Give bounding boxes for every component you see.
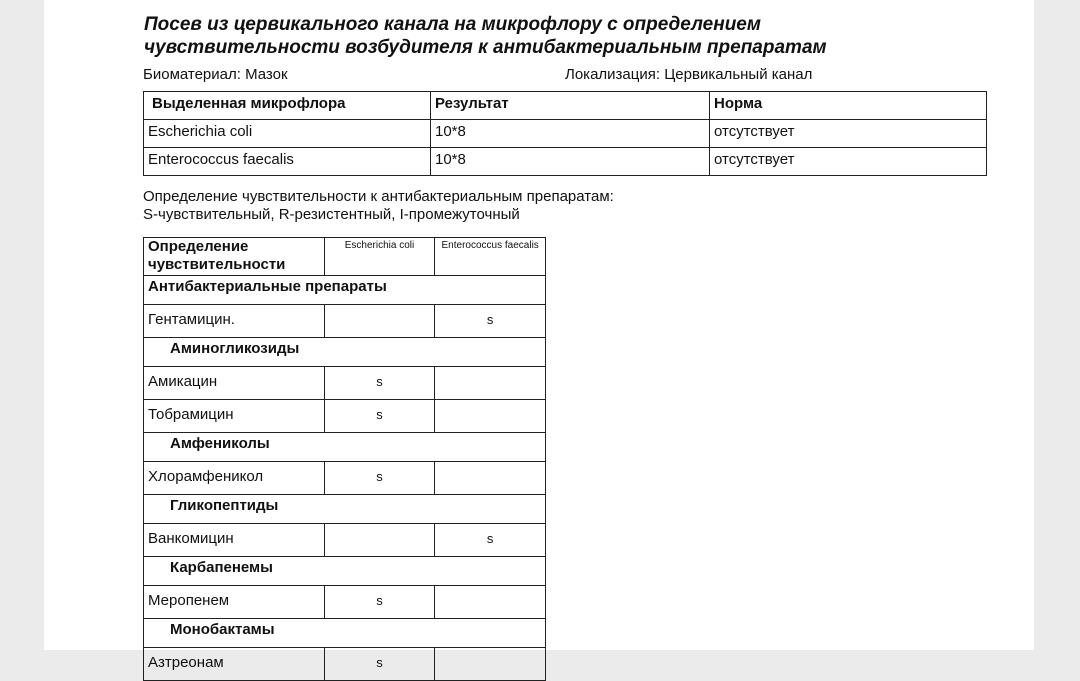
document-title <box>144 13 827 59</box>
table-row <box>144 462 546 495</box>
header-sensitivity-label: Определение чувствительности <box>144 238 325 276</box>
drug-name: Ванкомицин <box>144 524 325 557</box>
table-row <box>144 586 546 619</box>
group-row <box>144 338 546 367</box>
drug-name: Меропенем <box>144 586 325 619</box>
title-line-2: чувствительности возбудителя к антибактериальным препаратам <box>144 37 827 58</box>
ecoli-value: s <box>324 462 435 495</box>
organism-name: Enterococcus faecalis <box>144 148 431 176</box>
drug-name: Хлорамфеникол <box>144 462 325 495</box>
group-antibacterial: Антибактериальные препараты <box>144 276 546 305</box>
efaecalis-value <box>435 400 546 433</box>
group-row <box>144 619 546 648</box>
table-row <box>144 305 546 338</box>
efaecalis-value <box>435 367 546 400</box>
sensitivity-header-row <box>144 238 546 276</box>
organism-result: 10*8 <box>431 148 710 176</box>
group-glycopeptides: Гликопептиды <box>144 495 546 524</box>
group-aminoglycosides: Аминогликозиды <box>144 338 546 367</box>
organism-result: 10*8 <box>431 120 710 148</box>
ecoli-value: s <box>324 400 435 433</box>
localization-label: Локализация: Цервикальный канал <box>565 66 813 83</box>
sensitivity-table <box>143 237 546 681</box>
drug-name: Азтреонам <box>144 648 325 681</box>
group-monobactams: Монобактамы <box>144 619 546 648</box>
document-page <box>44 0 1034 671</box>
drug-name: Гентамицин. <box>144 305 325 338</box>
header-result: Результат <box>431 92 710 120</box>
table-row <box>144 524 546 557</box>
ecoli-value <box>324 524 435 557</box>
efaecalis-value: s <box>435 524 546 557</box>
ecoli-value: s <box>324 586 435 619</box>
drug-name: Амикацин <box>144 367 325 400</box>
table-row <box>144 148 987 176</box>
results-table <box>143 91 987 176</box>
group-row <box>144 433 546 462</box>
efaecalis-value <box>435 648 546 681</box>
organism-norm: отсутствует <box>710 120 987 148</box>
group-row <box>144 557 546 586</box>
efaecalis-value <box>435 586 546 619</box>
header-organism-ecoli: Escherichia coli <box>324 238 435 276</box>
header-organism-efaecalis: Enterococcus faecalis <box>435 238 546 276</box>
sensitivity-description <box>143 188 614 224</box>
biomaterial-label: Биоматериал: Мазок <box>143 66 288 83</box>
organism-norm: отсутствует <box>710 148 987 176</box>
results-header-row <box>144 92 987 120</box>
drug-name: Тобрамицин <box>144 400 325 433</box>
sensitivity-legend: S-чувствительный, R-резистентный, I-промежуточный <box>143 206 520 223</box>
ecoli-value: s <box>324 648 435 681</box>
group-row <box>144 495 546 524</box>
header-norm: Норма <box>710 92 987 120</box>
group-carbapenems: Карбапенемы <box>144 557 546 586</box>
table-row <box>144 400 546 433</box>
efaecalis-value <box>435 462 546 495</box>
table-row <box>144 367 546 400</box>
title-line-1: Посев из цервикального канала на микрофлору с определением <box>144 14 761 35</box>
ecoli-value: s <box>324 367 435 400</box>
ecoli-value <box>324 305 435 338</box>
group-amphenicols: Амфениколы <box>144 433 546 462</box>
header-microflora: Выделенная микрофлора <box>144 92 431 120</box>
group-row <box>144 276 546 305</box>
organism-name: Escherichia coli <box>144 120 431 148</box>
table-row <box>144 648 546 681</box>
table-row <box>144 120 987 148</box>
efaecalis-value: s <box>435 305 546 338</box>
sensitivity-intro: Определение чувствительности к антибактериальным препаратам: <box>143 188 614 205</box>
